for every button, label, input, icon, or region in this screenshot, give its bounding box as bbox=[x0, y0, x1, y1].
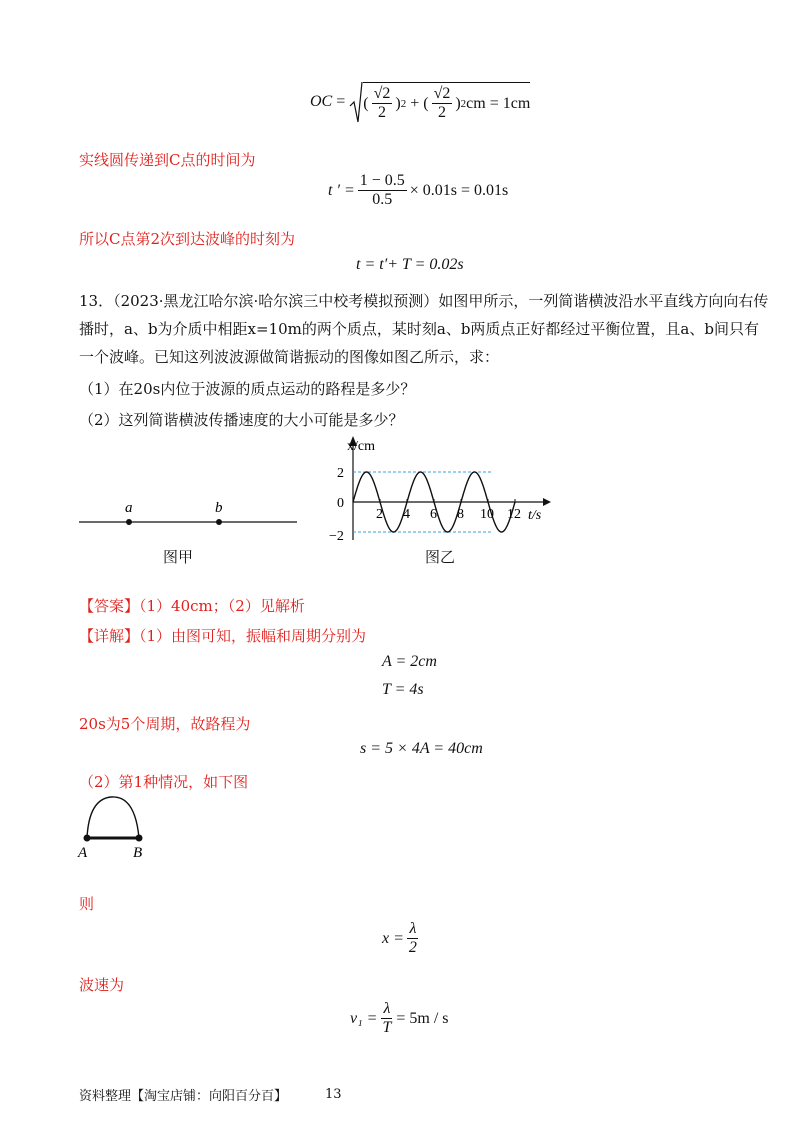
eq-x-num: λ bbox=[409, 920, 417, 937]
eq-oc-tail: cm = 1cm bbox=[466, 94, 531, 112]
eq-oc-exp2: 2 bbox=[460, 97, 467, 110]
detail-line bbox=[79, 626, 366, 646]
eq-tprime bbox=[328, 172, 508, 209]
eq-oc-num2: √2 bbox=[433, 85, 451, 102]
label-A: A bbox=[78, 845, 88, 861]
footer bbox=[79, 1085, 342, 1104]
footer-source: 资料整理【淘宝店铺：向阳百分百】 bbox=[79, 1089, 288, 1104]
detail-tag: 【详解】 bbox=[79, 627, 140, 645]
eq-s: s = 5 × 4A = 40cm bbox=[360, 740, 483, 757]
x-axis-label: t/s bbox=[528, 508, 542, 523]
eq-x-den: 2 bbox=[408, 939, 417, 956]
line-20s: 20s为5个周期，故路程为 bbox=[79, 715, 251, 733]
question-2: （2）这列简谐横波传播速度的大小可能是多少？ bbox=[79, 411, 404, 429]
line-case1: （2）第1种情况，如下图 bbox=[79, 773, 249, 791]
line-ze: 则 bbox=[79, 895, 95, 913]
footer-page-number: 13 bbox=[325, 1087, 342, 1102]
y-tick-2: 2 bbox=[337, 466, 344, 481]
y-tick-0: 0 bbox=[337, 496, 344, 511]
eq-period: T = 4s bbox=[382, 681, 424, 698]
question-1: （1）在20s内位于波源的质点运动的路程是多少？ bbox=[79, 380, 416, 398]
x-axis-arrow bbox=[543, 498, 551, 506]
problem-line3: 一个波峰。已知这列波波源做简谐振动的图像如图乙所示，求： bbox=[79, 348, 500, 366]
eq-v1-rhs: = 5m / s bbox=[396, 1009, 449, 1027]
line-solid-time: 实线圆传递到C点的时间为 bbox=[79, 151, 256, 169]
eq-tprime-rhs: × 0.01s = 0.01s bbox=[409, 181, 509, 199]
x-tick-label-2: 2 bbox=[376, 507, 383, 522]
y-axis-label: x/cm bbox=[347, 439, 375, 454]
x-tick-label-6: 6 bbox=[430, 507, 437, 522]
eq-v1-den: T bbox=[382, 1019, 392, 1036]
line-bosu: 波速为 bbox=[79, 976, 125, 994]
answer-line bbox=[79, 596, 305, 616]
label-a: a bbox=[125, 500, 133, 516]
wave-crest-arc bbox=[87, 797, 139, 838]
figure-arc bbox=[75, 795, 165, 865]
answer-tag: 【答案】 bbox=[79, 597, 140, 615]
eq-oc-exp1: 2 bbox=[400, 97, 407, 110]
point-B bbox=[136, 835, 143, 842]
x-tick-label-8: 8 bbox=[457, 507, 464, 522]
x-tick-label-4: 4 bbox=[403, 507, 410, 522]
label-b: b bbox=[215, 500, 223, 516]
eq-v1-lhs: v₁ = bbox=[350, 1009, 378, 1027]
point-b bbox=[216, 519, 222, 525]
eq-x-lhs: x = bbox=[382, 929, 404, 947]
eq-v1 bbox=[350, 1000, 449, 1037]
caption-yi: 图乙 bbox=[425, 548, 456, 566]
eq-oc: OC = ( $\frac{√2}{2}$ ) 2 + ( $\frac{√2}{2}$ ) 2 cm = 1cm bbox=[310, 80, 530, 124]
problem-number: 13． bbox=[79, 292, 114, 310]
eq-a: A = 2cm bbox=[382, 653, 437, 670]
eq-v1-num: λ bbox=[383, 1000, 391, 1017]
line-second-peak: 所以C点第2次到达波峰的时刻为 bbox=[79, 230, 296, 248]
answer-text: （1）40cm；（2）见解析 bbox=[139, 597, 305, 615]
x-tick-label-12: 12 bbox=[507, 507, 521, 522]
problem-line2: 播时，a、b为介质中相距x=10m的两个质点，某时刻a、b两质点正好都经过平衡位置，且a、b间只有 bbox=[79, 320, 759, 338]
problem-line1 bbox=[79, 291, 768, 311]
eq-tprime-num: 1 − 0.5 bbox=[359, 172, 405, 189]
point-A bbox=[84, 835, 91, 842]
problem-line1-rest: 如图甲所示，一列简谐横波沿水平直线方向向右传 bbox=[438, 292, 769, 310]
figure-yi-chart bbox=[325, 430, 555, 550]
label-B: B bbox=[133, 845, 143, 861]
eq-oc-den1: 2 bbox=[377, 104, 386, 121]
eq-oc-lhs: OC bbox=[310, 93, 333, 110]
eq-oc-den2: 2 bbox=[437, 104, 446, 121]
sqrt-sign bbox=[349, 80, 363, 124]
detail-text: （1）由图可知，振幅和周期分别为 bbox=[139, 627, 367, 645]
caption-jia: 图甲 bbox=[163, 548, 194, 566]
x-tick-label-10: 10 bbox=[480, 507, 494, 522]
eq-x bbox=[382, 920, 422, 957]
eq-tprime-den: 0.5 bbox=[372, 191, 393, 208]
eq-tprime-lhs: t ′ = bbox=[328, 181, 355, 199]
eq-oc-num1: √2 bbox=[373, 85, 391, 102]
problem-source: （2023·黑龙江哈尔滨·哈尔滨三中校考模拟预测） bbox=[113, 292, 439, 310]
eq-t: t = t′+ T = 0.02s bbox=[356, 256, 464, 273]
y-tick-neg2: −2 bbox=[329, 529, 344, 544]
point-a bbox=[126, 519, 132, 525]
